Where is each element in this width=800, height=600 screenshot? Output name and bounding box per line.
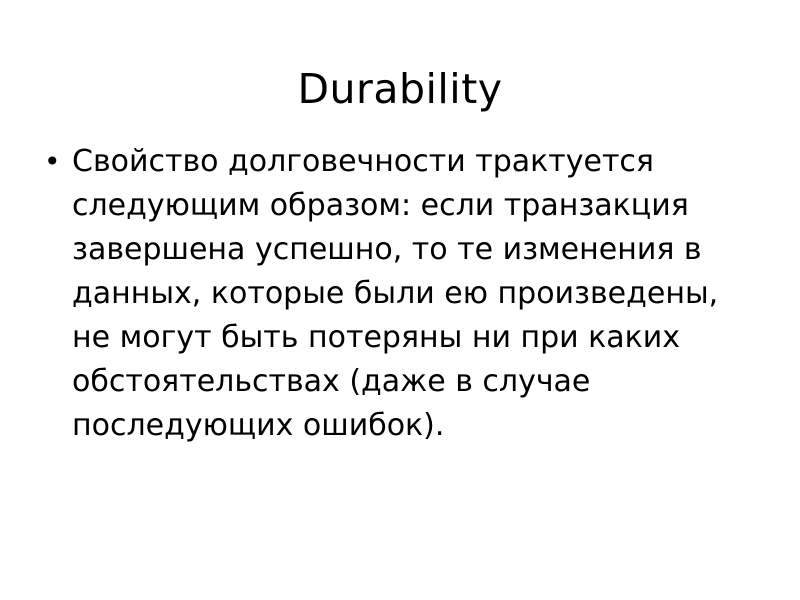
slide-body	[40, 140, 740, 448]
list-item	[40, 140, 740, 448]
bullet-icon: •	[44, 145, 61, 178]
page-title: Durability	[297, 65, 503, 114]
list-item-text: Свойство долговечности трактуется следующим образом: если транзакция завершена успешно, то те изменения в данных, которые были ею произведены, не могут быть потеряны ни при каких обстоятельствах (даже в случае последующих ошибок).	[72, 144, 719, 443]
